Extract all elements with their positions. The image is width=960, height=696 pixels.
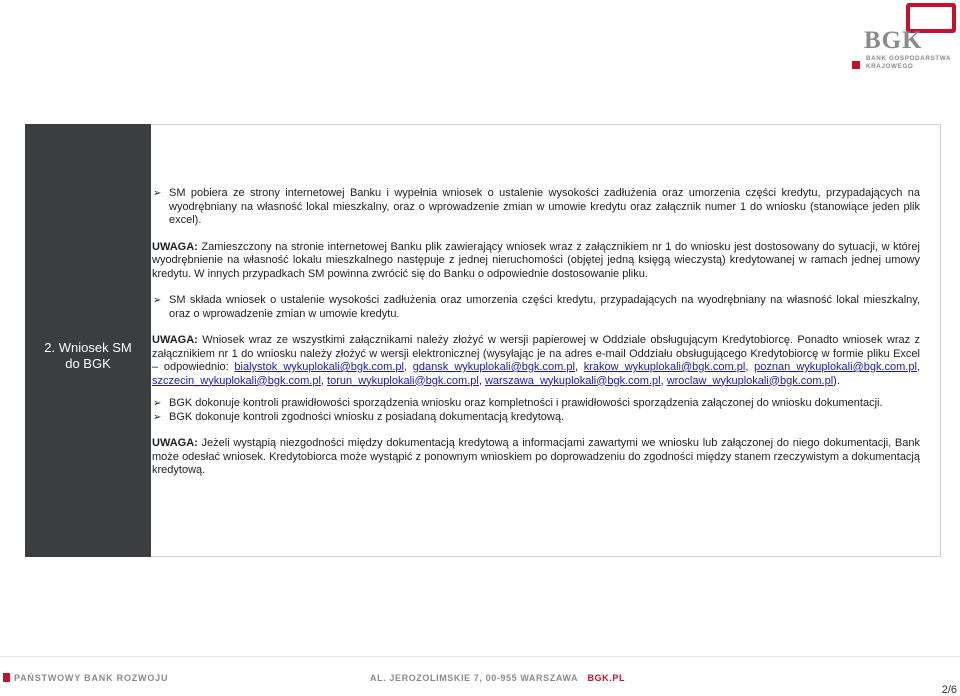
arrow-bullet-icon: ➢ [153, 295, 162, 306]
warning-text-end: ). [833, 374, 840, 387]
footer-site-link[interactable]: BGK.PL [587, 673, 626, 683]
warning-note-3 [152, 437, 920, 478]
list-item [152, 187, 920, 228]
bullet-text: SM pobiera ze strony internetowej Banku i wypełnia wniosek o ustalenie wysokości zadłużenia oraz umorzenia części kredytu, przypadających na wyodrębniany na własność lokal mieszkalny, oraz o wprowadzenie zmian w umowie kredytu oraz załącznik numer 1 do wniosku (stanowiące jeden plik excel). [169, 187, 920, 226]
section-label-line1: 2. Wniosek SM [44, 340, 132, 355]
warning-label: UWAGA: [152, 437, 198, 449]
warning-label: UWAGA: [152, 334, 198, 346]
bullet-text: BGK dokonuje kontroli prawidłowości sporządzenia wniosku oraz kompletności i prawidłowości sporządzenia załączonej do wniosku dokumentacji. [169, 397, 883, 409]
page-number: 2/6 [941, 684, 957, 696]
list-item [152, 411, 920, 425]
email-link-bialystok[interactable]: bialystok_wykuplokali@bgk.com.pl [234, 361, 404, 373]
footer-address-text: AL. JEROZOLIMSKIE 7, 00-955 WARSZAWA [370, 673, 579, 683]
email-link-wroclaw[interactable]: wroclaw_wykuplokali@bgk.com.pl [666, 374, 834, 387]
section-label-line2: do BGK [65, 356, 111, 371]
email-link-warszawa[interactable]: warszawa_wykuplokali@bgk.com.pl [484, 374, 661, 387]
arrow-bullet-icon: ➢ [153, 188, 162, 199]
warning-text: Wniosek wraz ze wszystkimi załącznikami należy złożyć w wersji papierowej w Oddziale obsługującym Kredytobiorcę. Ponadto wniosek wraz z załącznikiem nr 1 do wniosku należy złożyć w wersji elektronicznej (wysyłając je na adres e-mail Oddziału obsługującego Kredytobiorcę w formie pliku Excel – odpowiednio: [152, 334, 920, 373]
warning-note-1 [152, 241, 920, 282]
footer-flag-icon [3, 673, 10, 682]
section-content [152, 187, 920, 478]
bullet-text: BGK dokonuje kontroli zgodności wniosku z posiadaną dokumentacją kredytową. [169, 410, 565, 423]
logo-subtitle-line1: BANK GOSPODARSTWA [866, 55, 952, 62]
footer-divider [0, 656, 960, 657]
logo-subtitle-line2: KRAJOWEGO [866, 63, 914, 70]
warning-text: Jeżeli wystąpią niezgodności między dokumentacją kredytową a informacjami zawartymi we wniosku lub załączonej do niego dokumentacji, Bank może odesłać wniosek. Kredytobiorca może wystąpić z ponownym wnioskiem po doprowadzeniu do zgodności między stanem rzeczywistym a dokumentacją kredytową. [152, 437, 920, 476]
warning-text: Zamieszczony na stronie internetowej Banku plik zawierający wniosek wraz z załącznikiem nr 1 do wniosku jest dostosowany do sytuacji, w której wyodrębnienie na własność lokalu mieszkalnego następuje z jednej nieruchomości (objętej jedną księgą wieczystą) kredytowanej w ramach jednej umowy kredytu. W innych przypadkach SM powinna zwrócić się do Banku o odpowiednie dostosowanie pliku. [152, 240, 920, 280]
footer-address [370, 673, 625, 683]
warning-note-2: UWAGA: Wniosek wraz ze wszystkimi załącznikami należy złożyć w wersji papierowej w Oddziale obsługującym Kredytobiorcę. Ponadto wniosek wraz z załącznikiem nr 1 do wniosku należy złożyć w wersji elektronicznej (wysyłając je na adres e-mail Oddziału obsługującego Kredytobiorcę w formie pliku Excel – odpowiednio: bialystok_wykuplokali@bgk.com.pl, gdansk_wykuplokali@bgk.com.pl, krakow_wykuplokali@bgk.com.pl, poznan_wykuplokali@bgk.com.pl, szczecin_wykuplokali@bgk.com.pl, torun_wykuplokali@bgk.com.pl, warszawa_wykuplokali@bgk.com.pl, wroclaw_wykuplokali@bgk.com.pl). [152, 334, 920, 387]
logo-square-icon [852, 61, 860, 69]
email-link-krakow[interactable]: krakow_wykuplokali@bgk.com.pl [583, 361, 746, 373]
arrow-bullet-icon: ➢ [153, 411, 162, 423]
logo-mark: BGK [864, 27, 923, 54]
bullet-text: SM składa wniosek o ustalenie wysokości zadłużenia oraz umorzenia części kredytu, przypadających na wyodrębniany na własność lokal mieszkalny, oraz o wprowadzenie zmian w umowie kredytu. [169, 294, 920, 320]
warning-label: UWAGA: [152, 240, 198, 253]
footer-tagline: PAŃSTWOWY BANK ROZWOJU [14, 673, 169, 683]
page-footer [0, 656, 960, 696]
arrow-bullet-icon: ➢ [153, 398, 162, 409]
section-label [25, 340, 151, 372]
list-item [152, 397, 920, 411]
email-link-szczecin[interactable]: szczecin_wykuplokali@bgk.com.pl [152, 374, 321, 387]
list-item [152, 294, 920, 321]
bgk-logo [852, 3, 956, 71]
email-link-poznan[interactable]: poznan_wykuplokali@bgk.com.pl [754, 361, 917, 373]
logo-subtitle [866, 55, 951, 71]
email-link-torun[interactable]: torun_wykuplokali@bgk.com.pl [327, 374, 479, 387]
email-link-gdansk[interactable]: gdansk_wykuplokali@bgk.com.pl [412, 361, 575, 373]
